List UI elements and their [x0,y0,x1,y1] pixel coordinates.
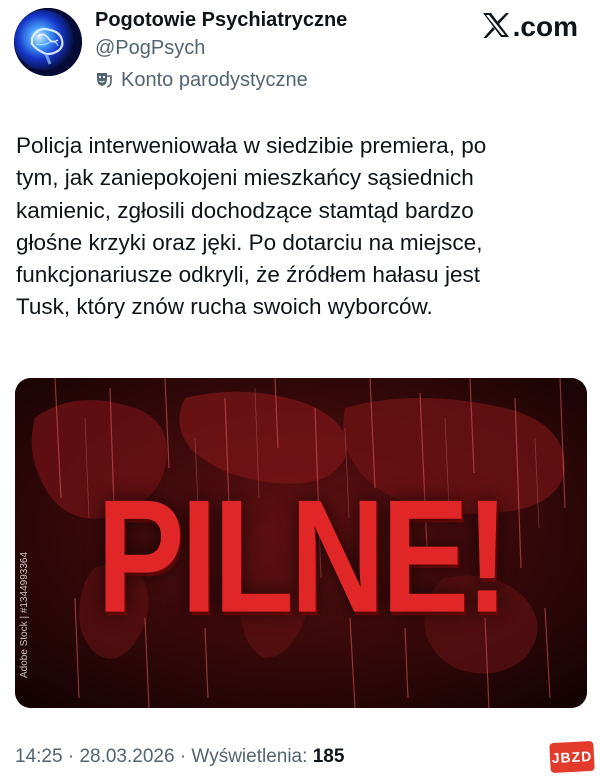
author-handle[interactable]: @PogPsych [95,37,206,59]
parody-account-label [95,67,308,93]
author-avatar[interactable] [14,8,82,76]
x-com-logo [482,10,578,43]
tweet-meta [15,746,344,768]
parody-label-text: Konto parodystyczne [121,68,308,91]
stock-credit: Adobe Stock | #1344993364 [19,551,30,678]
jbzd-watermark: JBZD [549,741,595,773]
tweet-line: Policja interweniowała w siedzibie premiera, po [16,133,487,158]
x-logo-icon [482,12,510,38]
brain-avatar-icon [14,8,82,76]
views-label: Wyświetlenia: [191,746,308,767]
tweet-text [16,130,586,324]
tweet-media-image[interactable] [15,378,587,708]
tweet-line: tym, jak zaniepokojeni mieszkańcy sąsiednich [16,165,474,191]
x-com-suffix: .com [512,11,578,42]
tweet-time[interactable]: 14:25 [15,746,63,767]
theater-masks-icon [95,71,113,89]
tweet-line: kamienic, zgłosili dochodzące stamtąd bardzo [16,197,474,223]
meta-separator: · [179,746,187,767]
views-count: 185 [312,746,345,767]
tweet-line: Tusk, który znów rucha swoich wyborców. [16,294,433,320]
meta-separator: · [67,746,75,767]
pilne-headline: PILNE! [96,466,506,646]
tweet-line: funkcjonariusze odkryli, że źródłem hałasu jest [16,262,480,288]
tweet-line: głośne krzyki oraz jęki. Po dotarciu na miejsce, [16,229,483,255]
author-display-name[interactable]: Pogotowie Psychiatryczne [95,9,348,31]
tweet-date[interactable]: 28.03.2026 [79,746,175,767]
